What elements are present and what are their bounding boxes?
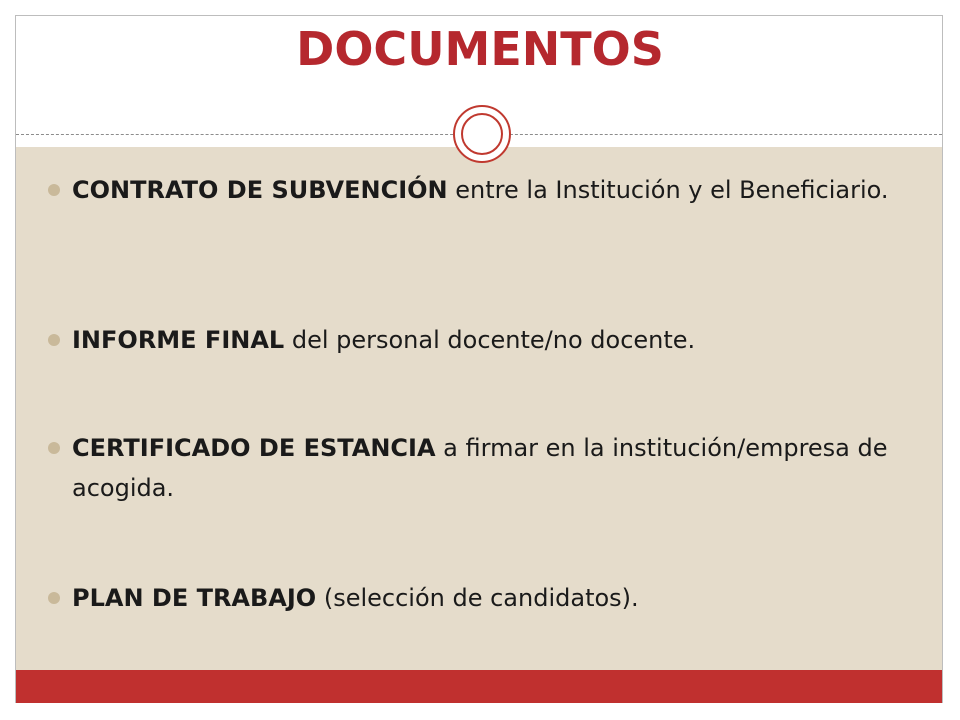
bullet-dot-icon bbox=[48, 442, 60, 454]
list-item bbox=[46, 578, 639, 618]
ring-ornament-icon bbox=[453, 105, 511, 163]
bullet-bold-text: CERTIFICADO DE ESTANCIA bbox=[72, 434, 436, 462]
list-item bbox=[46, 428, 906, 508]
bullet-bold-text: PLAN DE TRABAJO bbox=[72, 584, 317, 612]
bullet-dot-icon bbox=[48, 184, 60, 196]
bullet-text: del personal docente/no docente. bbox=[284, 326, 696, 354]
list-item bbox=[46, 320, 695, 360]
bullet-text: (selección de candidatos). bbox=[316, 584, 639, 612]
bullet-text: a firmar en la institución/empresa de acogida. bbox=[72, 434, 888, 502]
bullet-bold-text: INFORME FINAL bbox=[72, 326, 285, 354]
bullet-text: entre la Institución y el Beneficiario. bbox=[447, 176, 889, 204]
bullet-dot-icon bbox=[48, 592, 60, 604]
bottom-bar bbox=[16, 670, 942, 703]
list-item bbox=[46, 170, 889, 210]
ring-inner-circle bbox=[461, 113, 503, 155]
bullet-dot-icon bbox=[48, 334, 60, 346]
slide-title: DOCUMENTOS bbox=[296, 22, 664, 76]
bullet-bold-text: CONTRATO DE SUBVENCIÓN bbox=[72, 176, 448, 204]
